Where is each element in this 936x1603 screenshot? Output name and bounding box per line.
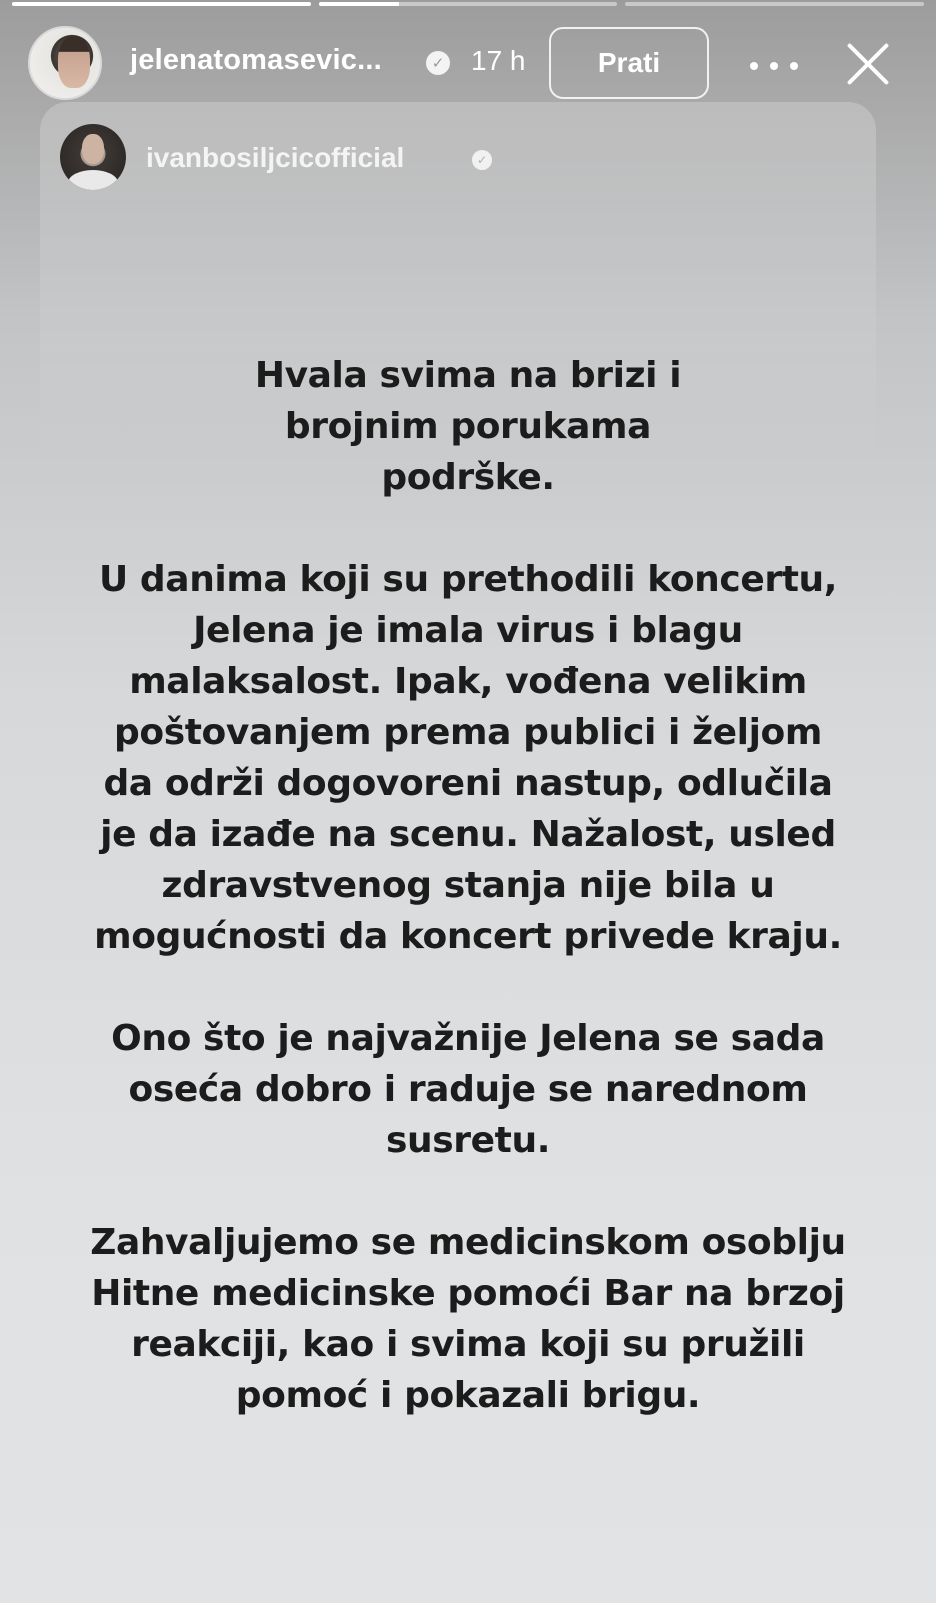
avatar-head	[82, 134, 104, 164]
post-paragraph: U danima koji su prethodili koncertu, Jelena je imala virus i blagu malaksalost. Ipak, vođena velikim poštovanjem prema publici i željom da održi dogovoreni nastup, odlučila je da izađe na scenu. Nažalost, usled zdravstvenog stanja nije bila u mogućnosti da koncert privede kraju.	[94, 559, 842, 957]
progress-fill	[12, 2, 311, 6]
progress-fill	[319, 2, 400, 6]
account-username[interactable]: jelenatomasevic...	[130, 44, 382, 76]
story-header	[24, 22, 906, 106]
shared-post-avatar[interactable]	[60, 124, 126, 190]
more-dots-icon[interactable]	[744, 38, 804, 90]
shared-post-username[interactable]: ivanbosiljcicofficial	[146, 142, 405, 173]
story-timestamp: 17 h	[471, 45, 526, 76]
story-progress-bar	[12, 2, 924, 6]
progress-segment	[319, 2, 618, 6]
avatar-photo	[58, 36, 90, 88]
post-paragraph: Zahvaljujemo se medicinskom osoblju Hitne medicinske pomoći Bar na brzoj reakciji, kao i svima koji su pružili pomoć i pokazali brigu.	[90, 1222, 846, 1416]
post-paragraph: Ono što je najvažnije Jelena se sada oseća dobro i raduje se narednom susretu.	[111, 1018, 825, 1161]
shared-post-card[interactable]	[40, 102, 876, 1562]
progress-segment	[625, 2, 924, 6]
avatar[interactable]	[28, 26, 102, 100]
verified-badge-icon: ✓	[426, 51, 450, 75]
post-paragraph: Hvala svima na brizi i brojnim porukama podrške.	[254, 355, 682, 498]
shared-post-header[interactable]	[60, 124, 660, 194]
verified-badge-icon: ✓	[472, 150, 492, 170]
close-icon[interactable]	[840, 36, 896, 92]
follow-button[interactable]: Prati	[549, 27, 709, 99]
shared-post-text	[50, 350, 886, 1472]
progress-segment	[12, 2, 311, 6]
avatar-shirt	[68, 170, 118, 190]
